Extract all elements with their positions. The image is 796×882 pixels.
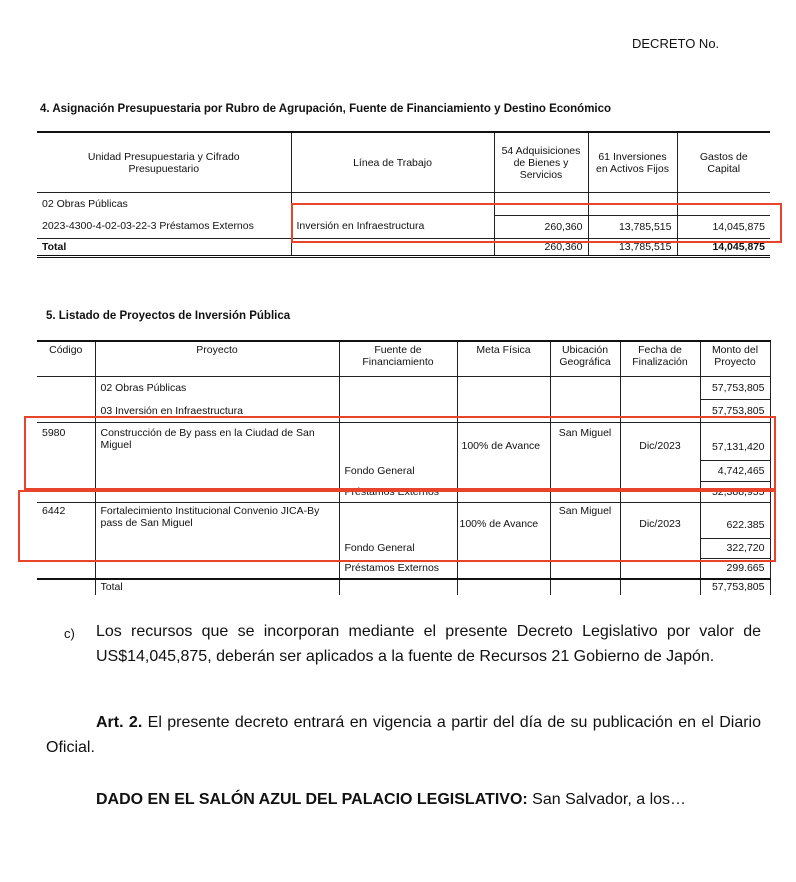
cell-meta: 100% de Avance	[457, 503, 550, 539]
table-header-row	[37, 341, 770, 377]
list-marker-c: c)	[64, 626, 75, 641]
cell-monto: 52,388,955	[700, 482, 770, 503]
total-c61: 13,785,515	[588, 238, 677, 256]
highlight-box-project-5980	[24, 416, 776, 490]
art-2-label: Art. 2.	[96, 714, 143, 731]
total-label: Total	[95, 579, 339, 595]
table-row	[37, 377, 770, 400]
col-header-gastos: Gastos de Capital	[677, 132, 770, 193]
col-header-codigo: Código	[37, 341, 95, 377]
col-header-54: 54 Adquisiciones de Bienes y Servicios	[494, 132, 588, 193]
cell-fuente: Fondo General	[339, 539, 457, 559]
cell-proyecto: Fortalecimiento Institucional Convenio JICA-By pass de San Miguel	[95, 503, 339, 539]
cell-empty	[457, 377, 550, 400]
art-2-text: El presente decreto entrará en vigencia a partir del día de su publicación en el Diario Oficial.	[46, 714, 762, 756]
col-header-meta: Meta Física	[457, 341, 550, 377]
total-label: Total	[37, 238, 291, 256]
cell-empty	[550, 579, 620, 595]
dado-label: DADO EN EL SALÓN AZUL DEL PALACIO LEGISLATIVO:	[96, 791, 528, 808]
cell-fuente: Préstamos Externos	[339, 482, 457, 503]
table-header-row	[37, 132, 770, 193]
cell-empty	[620, 377, 700, 400]
cell-gastos: 14,045,875	[677, 215, 770, 238]
highlight-box-infraestructura	[291, 203, 782, 243]
cell-empty	[457, 579, 550, 595]
paragraph-c: Los recursos que se incorporan mediante el presente Decreto Legislativo por valor de US$14,045,875, deberán ser aplicados a la fuente de Recursos 21 Gobierno de Japón.	[96, 623, 761, 665]
cell-proyecto: Construcción de By pass en la Ciudad de San Miguel	[95, 423, 339, 461]
col-header-61: 61 Inversiones en Activos Fijos	[588, 132, 677, 193]
cell-monto: 57,131,420	[700, 423, 770, 461]
cell-codigo: 6442	[37, 503, 95, 539]
col-header-fuente: Fuente de Financiamiento	[339, 341, 457, 377]
cell-monto: 57,753,805	[700, 377, 770, 400]
cell-proyecto: 02 Obras Públicas	[95, 377, 339, 400]
dado-text: San Salvador, a los…	[527, 791, 687, 808]
cell-empty	[37, 579, 95, 595]
cell-unidad: 02 Obras Públicas	[42, 198, 128, 210]
cell-monto: 622.385	[700, 503, 770, 539]
cell-monto: 4,742,465	[700, 461, 770, 482]
total-gastos: 14,045,875	[677, 238, 770, 256]
table-total-row	[37, 579, 770, 595]
cell-fecha: Dic/2023	[620, 503, 700, 539]
section-5-title: 5. Listado de Proyectos de Inversión Pública	[46, 310, 291, 322]
cell-monto: 322,720	[700, 539, 770, 559]
total-monto: 57,753,805	[700, 579, 770, 595]
cell-fuente: Fondo General	[339, 461, 457, 482]
col-header-proyecto: Proyecto	[95, 341, 339, 377]
cell-monto: 57,753,805	[700, 400, 770, 423]
cell-codigo	[37, 377, 95, 400]
total-c54: 260,360	[494, 238, 588, 256]
cell-c61: 13,785,515	[588, 215, 677, 238]
paragraph-art-2	[46, 710, 761, 760]
col-header-linea: Línea de Trabajo	[291, 132, 494, 193]
cell-empty	[550, 377, 620, 400]
col-header-unidad: Unidad Presupuestaria y Cifrado Presupuestario	[37, 132, 291, 193]
cell-fuente: Préstamos Externos	[339, 559, 457, 580]
cell-fecha: Dic/2023	[620, 423, 700, 461]
cell-codigo: 5980	[37, 423, 95, 461]
cell-ubicacion: San Miguel	[550, 503, 620, 539]
highlight-box-project-6442	[18, 490, 776, 562]
cell-empty	[339, 377, 457, 400]
cell-linea: Inversión en Infraestructura	[291, 215, 494, 238]
col-header-monto: Monto del Proyecto	[700, 341, 770, 377]
col-header-ubicacion: Ubicación Geográfica	[550, 341, 620, 377]
paragraph-dado	[96, 787, 776, 812]
cell-empty	[620, 579, 700, 595]
cell-unidad: 2023-4300-4-02-03-22-3 Préstamos Externos	[42, 220, 254, 232]
cell-proyecto: 03 Inversión en Infraestructura	[95, 400, 339, 423]
section-4-title: 4. Asignación Presupuestaria por Rubro de Agrupación, Fuente de Financiamiento y Destino Económico	[40, 103, 612, 115]
cell-c54: 260,360	[494, 215, 588, 238]
cell-ubicacion: San Miguel	[550, 423, 620, 461]
cell-monto: 299.665	[700, 559, 770, 580]
decreto-header: DECRETO No.	[632, 36, 720, 51]
cell-empty	[339, 579, 457, 595]
col-header-fecha: Fecha de Finalización	[620, 341, 700, 377]
cell-meta: 100% de Avance	[457, 423, 550, 461]
